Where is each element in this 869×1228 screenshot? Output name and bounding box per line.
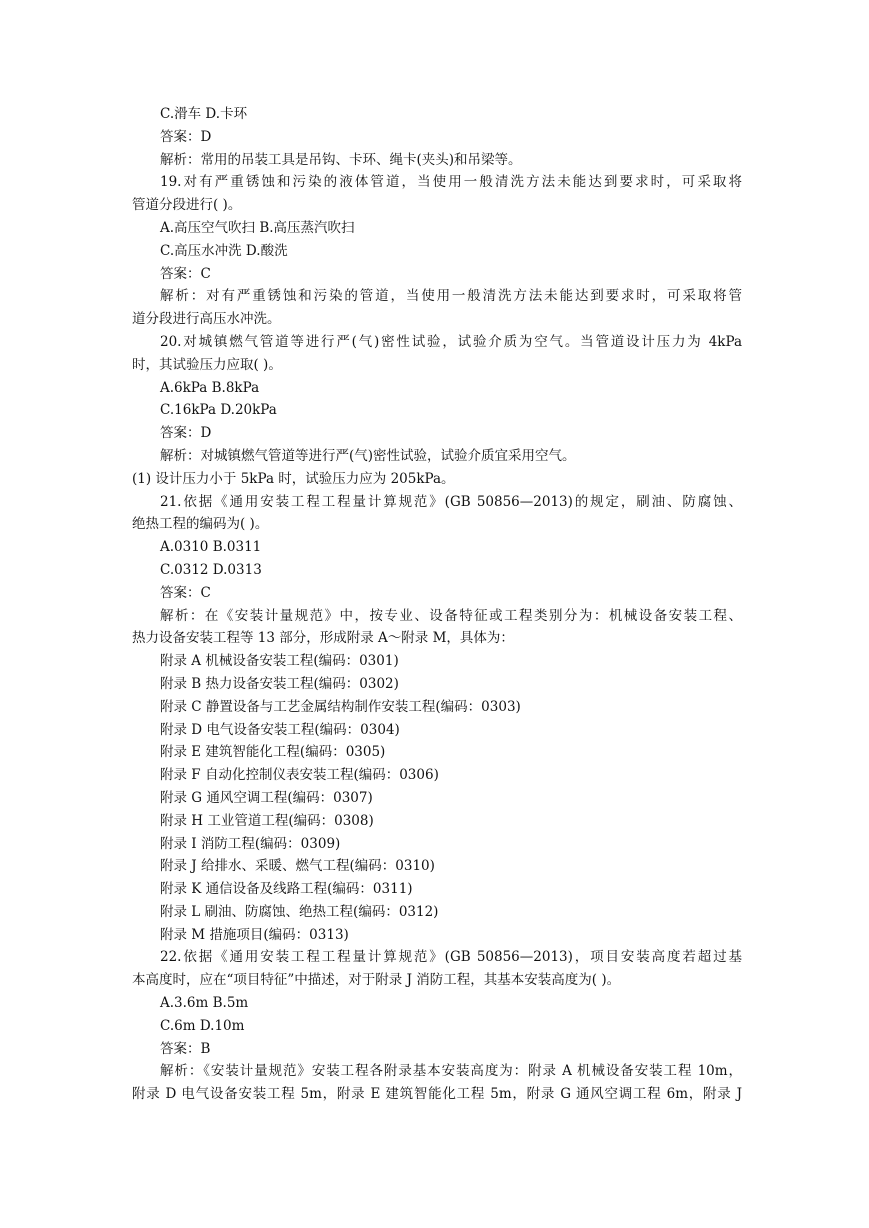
text-line-l38: 22.依据《通用安装工程工程量计算规范》(GB 50856—2013)，项目安装高度若超过基: [160, 949, 742, 966]
text-line-l25: 附录 A 机械设备安装工程(编码：0301): [160, 653, 399, 670]
document-body: [132, 103, 742, 1106]
text-line-l31: 附录 G 通风空调工程(编码：0307): [160, 789, 373, 806]
text-line-l20: A.0310 B.0311: [160, 539, 262, 556]
text-line-l37: 附录 M 措施项目(编码：0313): [160, 926, 349, 943]
text-line-l33: 附录 I 消防工程(编码：0309): [160, 835, 341, 852]
text-line-l19: 绝热工程的编码为( )。: [132, 516, 269, 533]
text-line-l14: C.16kPa D.20kPa: [160, 402, 277, 419]
text-line-l32: 附录 H 工业管道工程(编码：0308): [160, 812, 374, 829]
text-line-l42: 答案：B: [160, 1040, 211, 1057]
text-line-l23: 解析：在《安装计量规范》中，按专业、设备特征或工程类别分为：机械设备安装工程、: [160, 607, 742, 624]
text-line-l29: 附录 E 建筑智能化工程(编码：0305): [160, 744, 386, 761]
text-line-l22: 答案：C: [160, 584, 211, 601]
text-line-l15: 答案：D: [160, 425, 212, 442]
text-line-l40: A.3.6m B.5m: [160, 995, 249, 1012]
text-line-l43: 解析：《安装计量规范》安装工程各附录基本安装高度为：附录 A 机械设备安装工程 10m，: [160, 1063, 742, 1080]
text-line-l12: 时，其试验压力应取( )。: [132, 356, 282, 373]
text-line-l24: 热力设备安装工程等 13 部分，形成附录 A～附录 M，具体为：: [132, 630, 514, 647]
text-line-l11: 20.对城镇燃气管道等进行严(气)密性试验，试验介质为空气。当管道设计压力为 4kPa: [160, 333, 742, 350]
text-line-l17: (1) 设计压力小于 5kPa 时，试验压力应为 205kPa。: [132, 470, 455, 487]
text-line-l39: 本高度时，应在“项目特征”中描述，对于附录 J 消防工程，其基本安装高度为( )。: [132, 972, 621, 989]
text-line-l02: 答案：D: [160, 128, 212, 145]
text-line-l34: 附录 J 给排水、采暖、燃气工程(编码：0310): [160, 858, 435, 875]
text-line-l18: 21.依据《通用安装工程工程量计算规范》(GB 50856—2013)的规定，刷油、防腐蚀、: [160, 493, 742, 510]
text-line-l28: 附录 D 电气设备安装工程(编码：0304): [160, 721, 400, 738]
text-line-l27: 附录 C 静置设备与工艺金属结构制作安装工程(编码：0303): [160, 698, 521, 715]
text-line-l16: 解析：对城镇燃气管道等进行严(气)密性试验，试验介质宜采用空气。: [160, 447, 576, 464]
text-line-l36: 附录 L 刷油、防腐蚀、绝热工程(编码：0312): [160, 903, 439, 920]
text-line-l41: C.6m D.10m: [160, 1017, 245, 1034]
text-line-l09: 解析：对有严重锈蚀和污染的管道，当使用一般清洗方法未能达到要求时，可采取将管: [160, 288, 742, 305]
text-line-l10: 道分段进行高压水冲洗。: [132, 311, 281, 328]
text-line-l21: C.0312 D.0313: [160, 561, 262, 578]
text-line-l35: 附录 K 通信设备及线路工程(编码：0311): [160, 881, 413, 898]
text-line-l07: C.高压水冲洗 D.酸洗: [160, 242, 288, 259]
text-line-l01: C.滑车 D.卡环: [160, 106, 248, 122]
text-line-l26: 附录 B 热力设备安装工程(编码：0302): [160, 675, 399, 692]
text-line-l30: 附录 F 自动化控制仪表安装工程(编码：0306): [160, 767, 439, 784]
text-line-l44: 附录 D 电气设备安装工程 5m，附录 E 建筑智能化工程 5m，附录 G 通风空调工程 6m，附录 J: [132, 1086, 742, 1103]
text-line-l03: 解析：常用的吊装工具是吊钩、卡环、绳卡(夹头)和吊梁等。: [160, 151, 522, 168]
text-line-l05: 管道分段进行( )。: [132, 197, 242, 214]
text-line-l06: A.高压空气吹扫 B.高压蒸汽吹扫: [160, 219, 355, 236]
text-line-l13: A.6kPa B.8kPa: [160, 379, 260, 396]
text-line-l08: 答案：C: [160, 265, 211, 282]
text-line-l04: 19.对有严重锈蚀和污染的液体管道，当使用一般清洗方法未能达到要求时，可采取将: [160, 174, 742, 191]
